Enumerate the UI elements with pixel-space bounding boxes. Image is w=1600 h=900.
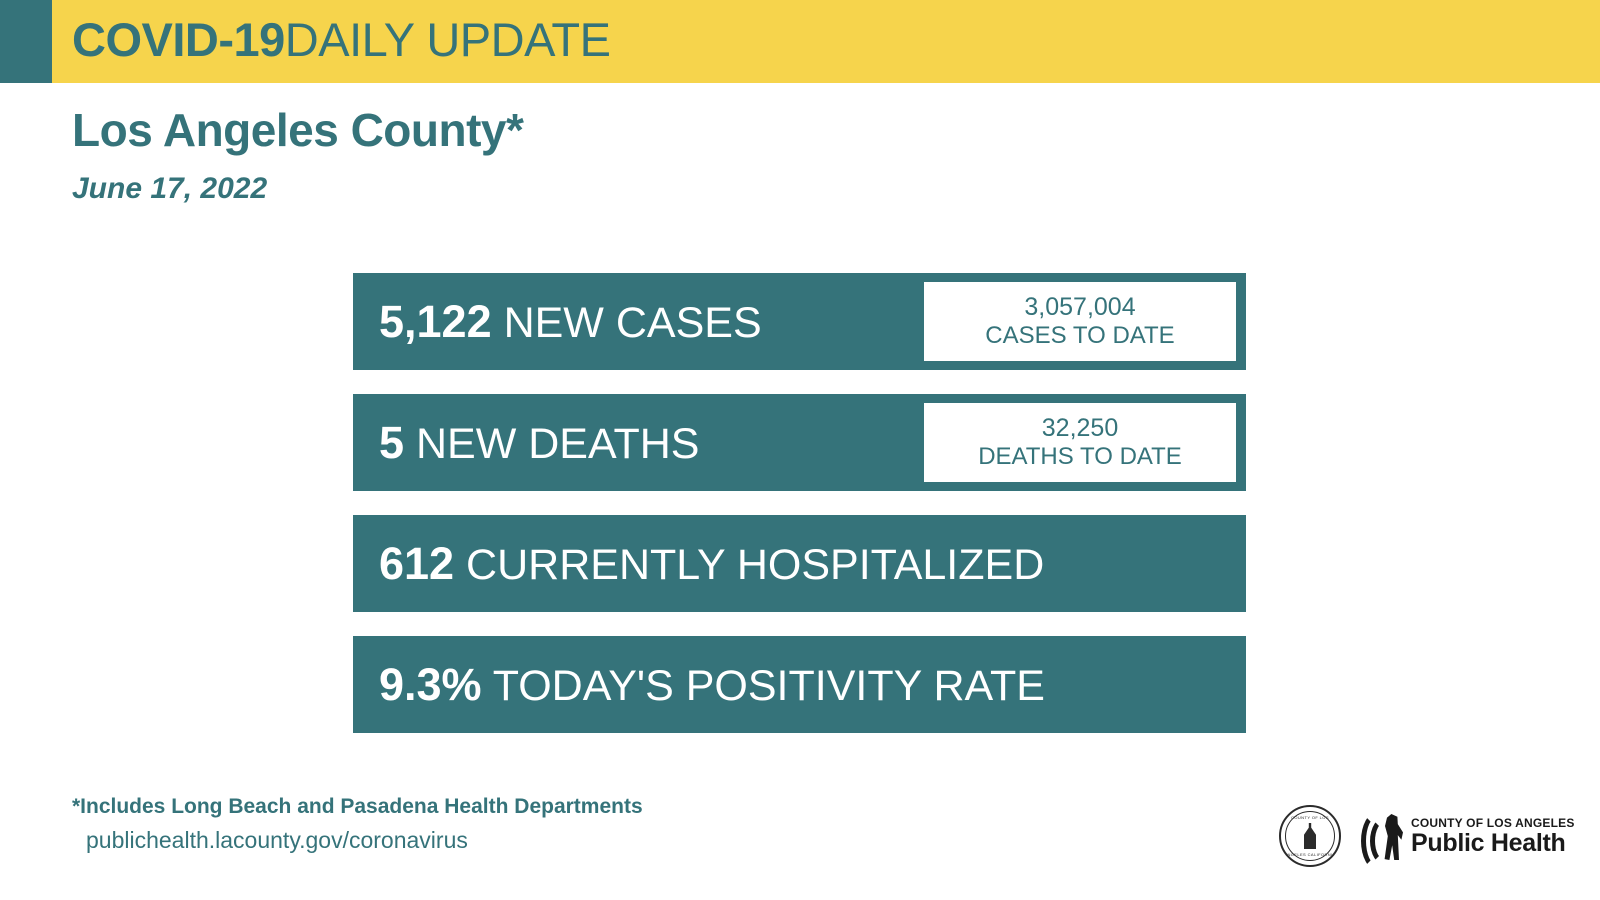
- header-accent-block: [0, 0, 52, 83]
- stat-label-new-cases: NEW CASES: [503, 298, 762, 347]
- stat-side-cases-to-date: [924, 282, 1236, 361]
- county-seal-inner: [1285, 811, 1335, 861]
- report-date: June 17, 2022: [72, 172, 268, 205]
- page-title: [72, 12, 611, 67]
- stat-side-deaths-to-date: [924, 403, 1236, 482]
- stat-number-new-cases: 5,122: [379, 295, 492, 347]
- stat-row-new-deaths: [353, 394, 1246, 491]
- stat-main-new-deaths: [353, 416, 700, 468]
- stat-row-positivity-rate: [353, 636, 1246, 733]
- stat-side-label-cases-to-date: CASES TO DATE: [985, 322, 1175, 350]
- stat-main-new-cases: [353, 295, 762, 347]
- public-health-logo: [1361, 805, 1575, 867]
- page-title-light: DAILY UPDATE: [284, 13, 611, 66]
- header-banner: [0, 0, 1600, 83]
- county-seal-icon: [1279, 805, 1341, 867]
- county-seal-top-text: COUNTY OF LOS: [1291, 815, 1329, 820]
- stat-label-new-deaths: NEW DEATHS: [415, 419, 700, 468]
- logo-line-public-health: Public Health: [1411, 828, 1566, 857]
- stats-list: [353, 273, 1246, 757]
- stat-main-positivity-rate: [353, 658, 1045, 710]
- stat-number-positivity-rate: 9.3%: [379, 658, 482, 710]
- website-url[interactable]: publichealth.lacounty.gov/coronavirus: [86, 827, 468, 853]
- page-title-bold: COVID-19: [72, 13, 285, 66]
- stat-row-new-cases: [353, 273, 1246, 370]
- public-health-mark-icon: [1361, 808, 1405, 864]
- stat-row-hospitalized: [353, 515, 1246, 612]
- logo-line-county: COUNTY OF LOS ANGELES: [1411, 815, 1575, 830]
- stat-label-hospitalized: CURRENTLY HOSPITALIZED: [466, 540, 1045, 589]
- stat-side-number-deaths-to-date: 32,250: [1041, 413, 1119, 442]
- county-name: Los Angeles County*: [72, 104, 524, 156]
- footnote: *Includes Long Beach and Pasadena Health Departments: [72, 795, 643, 818]
- county-seal-bottom-text: ANGELES CALIFORNIA: [1284, 852, 1336, 857]
- stat-side-label-deaths-to-date: DEATHS TO DATE: [978, 443, 1182, 471]
- stat-number-hospitalized: 612: [379, 537, 455, 589]
- public-health-logo-text: [1411, 816, 1575, 856]
- stat-side-number-cases-to-date: 3,057,004: [1024, 292, 1136, 321]
- stat-main-hospitalized: [353, 537, 1045, 589]
- stat-number-new-deaths: 5: [379, 416, 405, 468]
- stat-label-positivity-rate: TODAY'S POSITIVITY RATE: [492, 661, 1045, 710]
